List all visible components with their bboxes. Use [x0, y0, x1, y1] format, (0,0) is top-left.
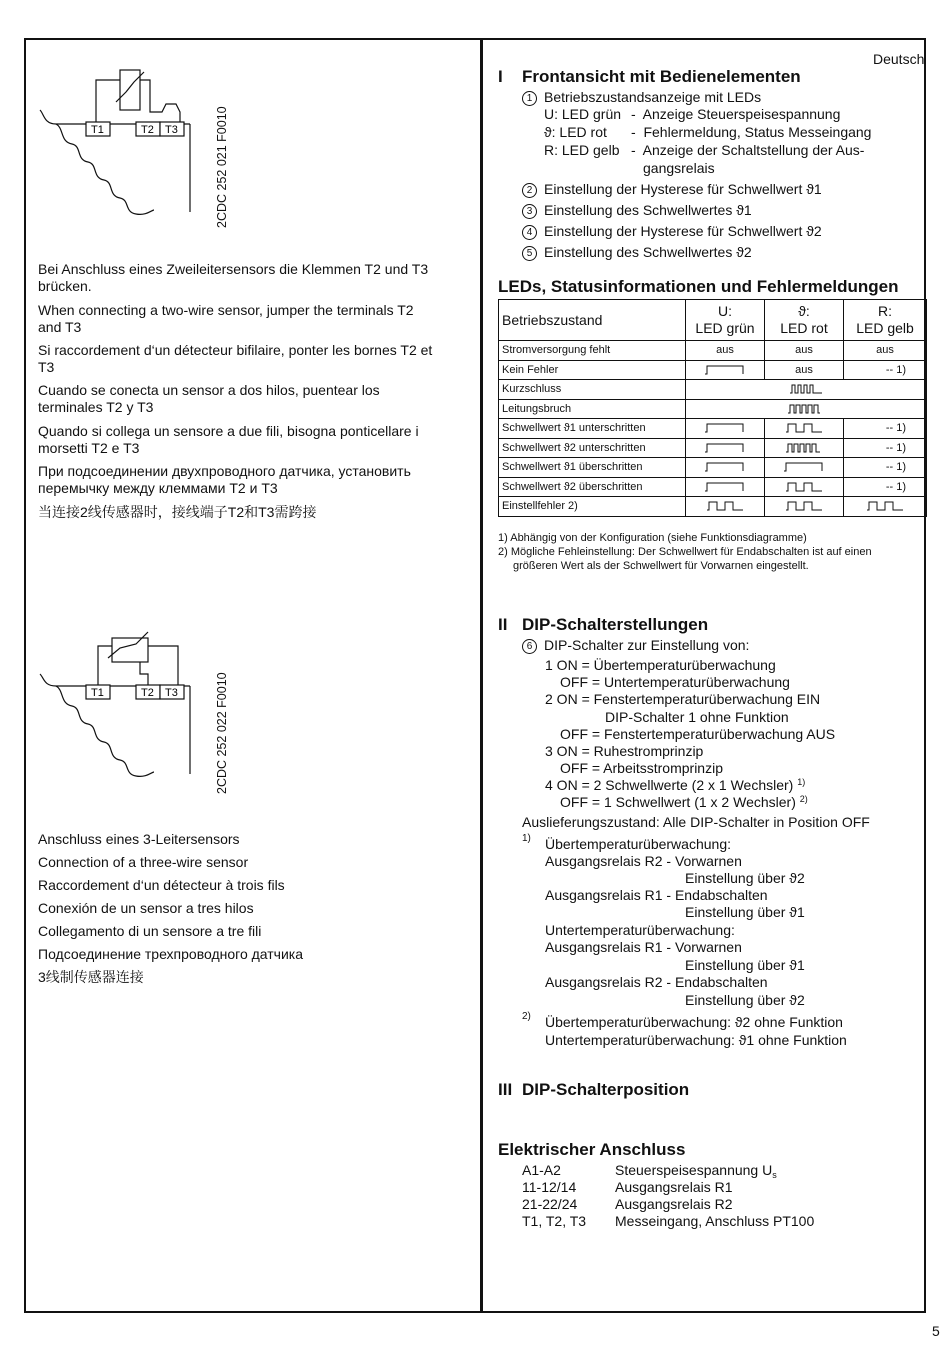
u-cell	[686, 360, 765, 380]
state-cell: Schwellwert ϑ1 überschritten	[499, 458, 686, 478]
elec-value-text: Steuerspeisespannung U	[615, 1162, 773, 1178]
state-cell: Schwellwert ϑ2 unterschritten	[499, 438, 686, 458]
note2-line: Untertemperaturüberwachung: ϑ1 ohne Funktion	[545, 1032, 847, 1048]
dip-line: 2 ON = Fenstertemperaturüberwachung EIN	[545, 691, 821, 707]
fast-blink-wave-icon	[784, 443, 824, 453]
header-t	[765, 300, 844, 341]
section3-number: III	[498, 1080, 513, 1099]
r-cell: -- 1)	[844, 438, 927, 458]
three-wire-en: Connection of a three-wire sensor	[38, 854, 249, 870]
three-wire-sensor-diagram	[36, 626, 196, 792]
two-wire-ru: При подсоединении двухпроводного датчика, установить перемычку между клеммами T2 и T3	[38, 463, 411, 496]
table-row	[499, 419, 927, 439]
two-wire-de: Bei Anschluss eines Zweileitersensors die Klemmen T2 und T3 brücken.	[38, 261, 429, 294]
two-wire-it: Quando si collega un sensore a due fili, bisogna ponticellare i morsetti T2 e T3	[38, 423, 419, 456]
section1-number: I	[498, 67, 503, 86]
table-row	[499, 497, 927, 517]
circled-4-icon: 4	[522, 225, 537, 240]
led-r-desc-cont: gangsrelais	[643, 160, 715, 176]
diagram2-code: 2CDC 252 022 F0010	[215, 672, 229, 794]
blink-wave-icon	[786, 404, 826, 414]
circled-5-icon: 5	[522, 246, 537, 261]
elec-key: 11-12/14	[522, 1179, 577, 1195]
steady-on-wave-icon	[705, 462, 745, 472]
led-r-desc-text: Anzeige der Schaltstellung der Aus-	[642, 142, 865, 158]
page-number: 5	[932, 1323, 940, 1339]
dip-line: OFF = Fenstertemperaturüberwachung AUS	[560, 726, 836, 742]
terminal-t3-label: T3	[165, 124, 178, 136]
item3	[522, 202, 752, 219]
table-row	[499, 438, 927, 458]
table-row	[499, 380, 927, 400]
fast-blink-wave-icon	[786, 384, 826, 394]
elec-value: Ausgangsrelais R2	[615, 1196, 733, 1212]
circled-1-icon: 1	[522, 91, 537, 106]
u-cell	[686, 497, 765, 517]
item1	[522, 89, 761, 106]
slow-blink-wave-icon	[865, 501, 905, 511]
note1-line: Ausgangsrelais R1 - Endabschalten	[545, 887, 768, 903]
t-cell	[765, 458, 844, 478]
table-row	[499, 341, 927, 361]
led-r-name: R: LED gelb	[544, 142, 620, 158]
item5	[522, 244, 752, 261]
terminal-t3-label-2: T3	[165, 687, 178, 699]
note1-line: Einstellung über ϑ2	[685, 992, 805, 1008]
led-u-name: U: LED grün	[544, 106, 622, 122]
header-r-symbol: R:	[878, 303, 892, 319]
t-cell	[765, 477, 844, 497]
t-cell	[765, 497, 844, 517]
circled-2-icon: 2	[522, 183, 537, 198]
subscript: s	[772, 1170, 777, 1180]
elec-value: Messeingang, Anschluss PT100	[615, 1213, 815, 1229]
section2-number: II	[498, 615, 508, 634]
r-cell: -- 1)	[844, 458, 927, 478]
three-wire-zh: 3线制传感器连接	[38, 969, 144, 985]
note1-line: Ausgangsrelais R2 - Vorwarnen	[545, 853, 742, 869]
three-wire-it: Collegamento di un sensore a tre fili	[38, 923, 262, 939]
note1-line: Einstellung über ϑ1	[685, 957, 805, 973]
two-wire-fr: Si raccordement d‘un détecteur bifilaire, ponter les bornes T2 et T3	[38, 342, 433, 375]
dip-line	[545, 777, 805, 793]
footnote-2b: größeren Wert als der Schwellwert für Vorwarnen eingestellt.	[513, 560, 809, 572]
dip-line-text: 4 ON = 2 Schwellwerte (2 x 1 Wechsler)	[545, 777, 794, 793]
t-cell: aus	[765, 341, 844, 361]
table-row	[499, 399, 927, 419]
combined-cell	[686, 399, 927, 419]
item4	[522, 223, 822, 240]
elec-key: 21-22/24	[522, 1196, 578, 1212]
table-row	[499, 458, 927, 478]
terminal-t2-label: T2	[141, 124, 154, 136]
elec-key: A1-A2	[522, 1162, 561, 1178]
elec-title: Elektrischer Anschluss	[498, 1140, 686, 1159]
header-state: Betriebszustand	[499, 300, 686, 341]
note1-line: Einstellung über ϑ1	[685, 904, 805, 920]
slow-blink-wave-icon	[784, 423, 824, 433]
table-header-row	[499, 300, 927, 341]
header-t-symbol: ϑ:	[798, 303, 810, 319]
section1-title: Frontansicht mit Bedienelementen	[522, 67, 801, 86]
combined-cell	[686, 380, 927, 400]
elec-value	[615, 1162, 777, 1180]
language-label: Deutsch	[873, 51, 925, 67]
note1-line: Ausgangsrelais R2 - Endabschalten	[545, 974, 768, 990]
header-r	[844, 300, 927, 341]
header-u-symbol: U:	[718, 303, 732, 319]
note1-marker: 1)	[522, 833, 531, 844]
footnote-1: 1) Abhängig von der Konfiguration (siehe Funktionsdiagramme)	[498, 532, 807, 544]
u-cell: aus	[686, 341, 765, 361]
u-cell	[686, 458, 765, 478]
led-t-desc-text: Fehlermeldung, Status Messeingang	[643, 124, 872, 140]
dip-intro-text: DIP-Schalter zur Einstellung von:	[544, 637, 750, 653]
leds-section-title: LEDs, Statusinformationen und Fehlermeldungen	[498, 277, 899, 296]
elec-value: Ausgangsrelais R1	[615, 1179, 733, 1195]
header-t-label: LED rot	[780, 320, 828, 336]
note2-marker: 2)	[522, 1011, 531, 1022]
steady-on-wave-icon	[705, 365, 745, 375]
table-row	[499, 360, 927, 380]
header-r-label: LED gelb	[856, 320, 914, 336]
slow-blink-wave-icon	[784, 501, 824, 511]
state-cell: Einstellfehler 2)	[499, 497, 686, 517]
footnote-2a: 2) Mögliche Fehleinstellung: Der Schwellwert für Endabschalten ist auf einen	[498, 546, 872, 558]
t-cell: aus	[765, 360, 844, 380]
note2-line: Übertemperaturüberwachung: ϑ2 ohne Funktion	[545, 1014, 843, 1030]
two-wire-es: Cuando se conecta un sensor a dos hilos, puentear los terminales T2 y T3	[38, 382, 380, 415]
state-cell: Schwellwert ϑ2 überschritten	[499, 477, 686, 497]
terminal-t1-label: T1	[91, 124, 104, 136]
led-u-desc-text: Anzeige Steuerspeisespannung	[642, 106, 841, 122]
slow-blink-wave-icon	[784, 482, 824, 492]
note1-line: Untertemperaturüberwachung:	[545, 922, 735, 938]
dip-line: 3 ON = Ruhestromprinzip	[545, 743, 704, 759]
t-cell	[765, 419, 844, 439]
footnote-ref: 2)	[799, 794, 808, 804]
item2-text: Einstellung der Hysterese für Schwellwert ϑ1	[544, 181, 822, 197]
t-cell	[765, 438, 844, 458]
steady-on-wave-icon	[705, 482, 745, 492]
item4-text: Einstellung der Hysterese für Schwellwert ϑ2	[544, 223, 822, 239]
r-cell	[844, 497, 927, 517]
steady-on-wave-icon	[705, 443, 745, 453]
dip-line	[560, 794, 808, 810]
slow-blink-wave-icon	[705, 501, 745, 511]
r-cell: aus	[844, 341, 927, 361]
section3-title: DIP-Schalterposition	[522, 1080, 690, 1099]
circled-3-icon: 3	[522, 204, 537, 219]
note1-line: Einstellung über ϑ2	[685, 870, 805, 886]
terminal-t2-label-2: T2	[141, 687, 154, 699]
state-cell: Kein Fehler	[499, 360, 686, 380]
r-cell: -- 1)	[844, 477, 927, 497]
item3-text: Einstellung des Schwellwertes ϑ1	[544, 202, 752, 218]
terminal-t1-label-2: T1	[91, 687, 104, 699]
dip-line-text: OFF = 1 Schwellwert (1 x 2 Wechsler)	[560, 794, 796, 810]
section2-title: DIP-Schalterstellungen	[522, 615, 709, 634]
led-u-desc: - Anzeige Steuerspeisespannung	[631, 106, 841, 122]
circled-6-icon: 6	[522, 639, 537, 654]
footnote-ref: 1)	[797, 777, 806, 787]
three-wire-fr: Raccordement d‘un détecteur à trois fils	[38, 877, 285, 893]
item1-text: Betriebszustandsanzeige mit LEDs	[544, 89, 762, 105]
note1-line: Ausgangsrelais R1 - Vorwarnen	[545, 939, 742, 955]
item2	[522, 181, 822, 198]
dip-line: DIP-Schalter 1 ohne Funktion	[605, 709, 789, 725]
steady-on-wave-icon	[784, 462, 824, 472]
u-cell	[686, 438, 765, 458]
header-u	[686, 300, 765, 341]
delivery-state: Auslieferungszustand: Alle DIP-Schalter in Position OFF	[522, 814, 870, 830]
elec-key: T1, T2, T3	[522, 1213, 587, 1229]
dip-intro	[522, 637, 749, 654]
r-cell: -- 1)	[844, 419, 927, 439]
r-cell: -- 1)	[844, 360, 927, 380]
led-t-name: ϑ: LED rot	[544, 124, 607, 140]
led-status-table	[498, 299, 927, 517]
two-wire-zh: 当连接2线传感器时，接线端子T2和T3需跨接	[38, 504, 317, 520]
state-cell: Stromversorgung fehlt	[499, 341, 686, 361]
three-wire-ru: Подсоединение трехпроводного датчика	[38, 946, 304, 962]
u-cell	[686, 419, 765, 439]
three-wire-es: Conexión de un sensor a tres hilos	[38, 900, 254, 916]
dip-line: OFF = Arbeitsstromprinzip	[560, 760, 723, 776]
column-divider	[480, 38, 483, 1313]
state-cell: Leitungsbruch	[499, 399, 686, 419]
note1-line: Übertemperaturüberwachung:	[545, 836, 731, 852]
state-cell: Schwellwert ϑ1 unterschritten	[499, 419, 686, 439]
dip-line: OFF = Untertemperaturüberwachung	[560, 674, 790, 690]
dip-line: 1 ON = Übertemperaturüberwachung	[545, 657, 776, 673]
two-wire-sensor-diagram	[36, 62, 196, 228]
table-row	[499, 477, 927, 497]
led-r-desc: - Anzeige der Schaltstellung der Aus-	[631, 142, 865, 158]
diagram1-code: 2CDC 252 021 F0010	[215, 106, 229, 228]
two-wire-en: When connecting a two-wire sensor, jumper the terminals T2 and T3	[38, 302, 414, 335]
header-u-label: LED grün	[695, 320, 755, 336]
three-wire-de: Anschluss eines 3-Leitersensors	[38, 831, 240, 847]
u-cell	[686, 477, 765, 497]
steady-on-wave-icon	[705, 423, 745, 433]
led-t-desc: - Fehlermeldung, Status Messeingang	[631, 124, 872, 140]
item5-text: Einstellung des Schwellwertes ϑ2	[544, 244, 752, 260]
state-cell: Kurzschluss	[499, 380, 686, 400]
